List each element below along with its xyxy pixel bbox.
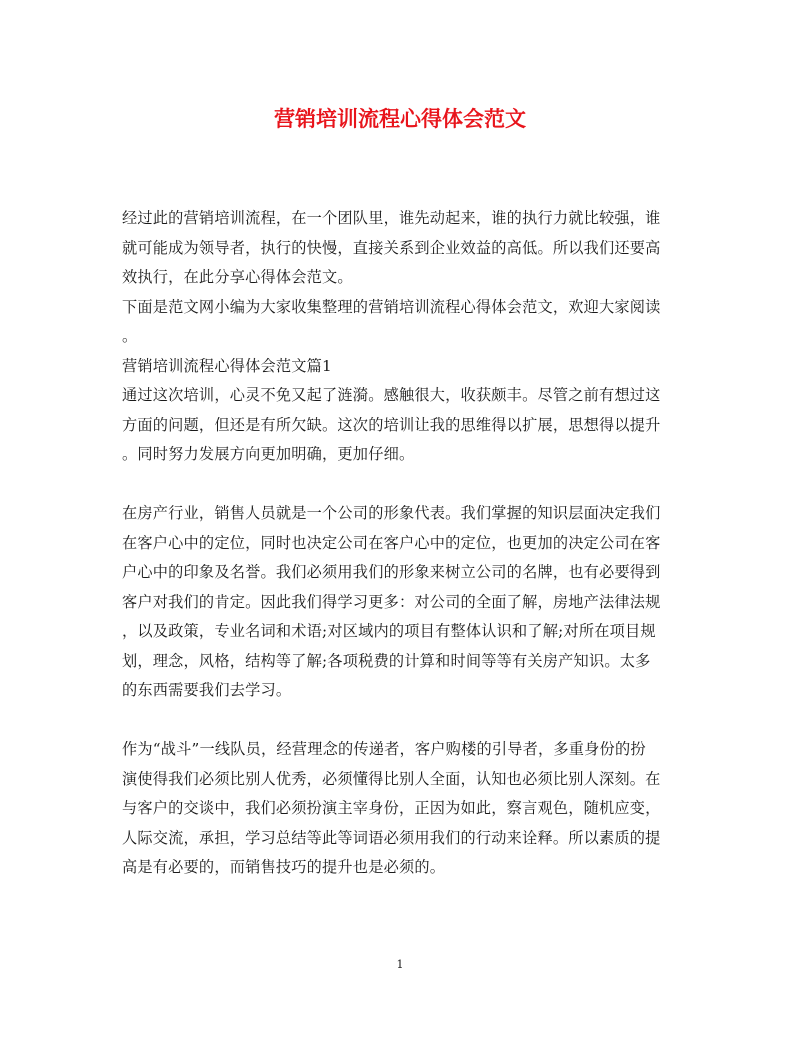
text-line: ，以及政策，专业名词和术语;对区域内的项目有整体认识和了解;对所在项目规 (122, 622, 656, 640)
text-line: 就可能成为领导者，执行的快慢，直接关系到企业效益的高低。所以我们还要高 (122, 238, 661, 257)
text-line: 与客户的交谈中，我们必须扮演主宰身份，正因为如此，察言观色，随机应变， (122, 799, 661, 817)
text-line: 经过此的营销培训流程，在一个团队里，谁先动起来，谁的执行力就比较强，谁 (122, 209, 661, 227)
text-line: 演使得我们必须比别人优秀，必须懂得比别人全面，认知也必须比别人深刻。在 (122, 769, 661, 788)
text-line: 客户对我们的肯定。因此我们得学习更多：对公司的全面了解，房地产法律法规 (122, 592, 661, 611)
text-line: 通过这次培训，心灵不免又起了涟漪。感触很大，收获颇丰。尽管之前有想过这 (122, 386, 661, 404)
text-line: 。 (122, 327, 138, 345)
text-line: 方面的问题，但还是有所欠缺。这次的培训让我的思维得以扩展，思想得以提升 (122, 415, 661, 434)
document-body (122, 204, 678, 883)
section-heading: 营销培训流程心得体会范文篇1 (122, 356, 332, 375)
text-line: 的东西需要我们去学习。 (122, 681, 292, 699)
text-line: 划，理念，风格，结构等了解;各项税费的计算和时间等等有关房产知识。太多 (122, 651, 651, 670)
text-line: 下面是范文网小编为大家收集整理的营销培训流程心得体会范文，欢迎大家阅读 (122, 297, 661, 316)
text-line: 。同时努力发展方向更加明确，更加仔细。 (122, 445, 415, 463)
text-line: 高是有必要的，而销售技巧的提升也是必须的。 (122, 858, 446, 876)
text-line: 效执行，在此分享心得体会范文。 (122, 268, 353, 286)
text-line: 在房产行业，销售人员就是一个公司的形象代表。我们掌握的知识层面决定我们 (122, 504, 661, 522)
text-line: 人际交流，承担，学习总结等此等词语必须用我们的行动来诠释。所以素质的提 (122, 828, 661, 847)
page-number: 1 (396, 958, 404, 971)
text-line: 在客户心中的定位，同时也决定公司在客户心中的定位，也更加的决定公司在客 (122, 533, 661, 552)
document-title: 营销培训流程心得体会范文 (274, 106, 526, 131)
text-line: 户心中的印象及名誉。我们必须用我们的形象来树立公司的名牌，也有必要得到 (122, 563, 661, 581)
paragraph-gap (122, 706, 678, 736)
text-line: 作为“战斗”一线队员，经营理念的传递者，客户购楼的引导者，多重身份的扮 (122, 740, 646, 758)
paragraph-gap (122, 470, 678, 500)
